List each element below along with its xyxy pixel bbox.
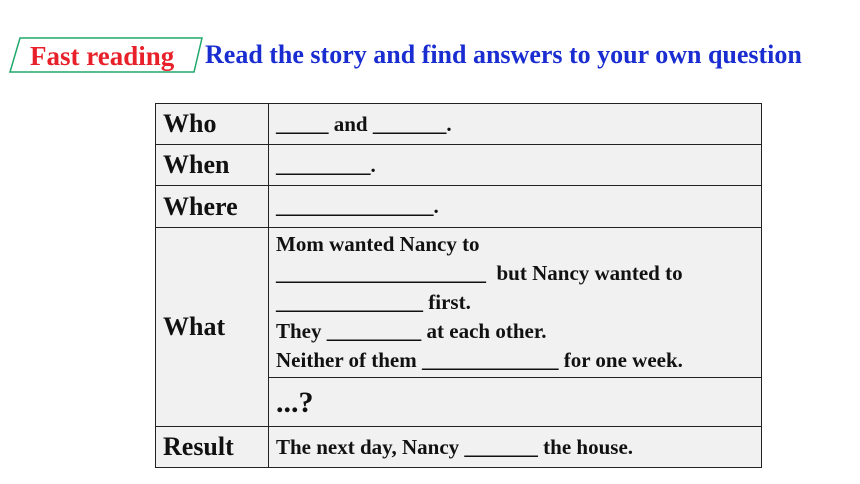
what-line: ______________ first.: [276, 290, 471, 314]
what-answer: [269, 228, 762, 378]
when-answer: _________.: [269, 145, 762, 186]
row-label-where: Where: [156, 186, 269, 228]
fast-reading-tag: [8, 36, 204, 74]
instruction-text: Read the story and find answers to your own question: [205, 40, 802, 69]
what-more: ...?: [269, 378, 762, 427]
who-answer: _____ and _______.: [269, 104, 762, 145]
row-label-who: Who: [156, 104, 269, 145]
table-row-who: [156, 104, 762, 145]
table-row-when: [156, 145, 762, 186]
where-answer: _______________.: [269, 186, 762, 228]
tag-label: Fast reading: [30, 41, 175, 71]
table-row-result: [156, 427, 762, 468]
story-table: [155, 103, 762, 468]
row-label-result: Result: [156, 427, 269, 468]
row-label-when: When: [156, 145, 269, 186]
row-label-what: What: [156, 228, 269, 427]
what-line: Mom wanted Nancy to: [276, 232, 480, 256]
result-answer: The next day, Nancy _______ the house.: [269, 427, 762, 468]
what-line: They _________ at each other.: [276, 319, 547, 343]
table-row-where: [156, 186, 762, 228]
what-line: ____________________ but Nancy wanted to: [276, 261, 683, 285]
table-row-what: [156, 228, 762, 378]
what-line: Neither of them _____________ for one week.: [276, 348, 683, 372]
